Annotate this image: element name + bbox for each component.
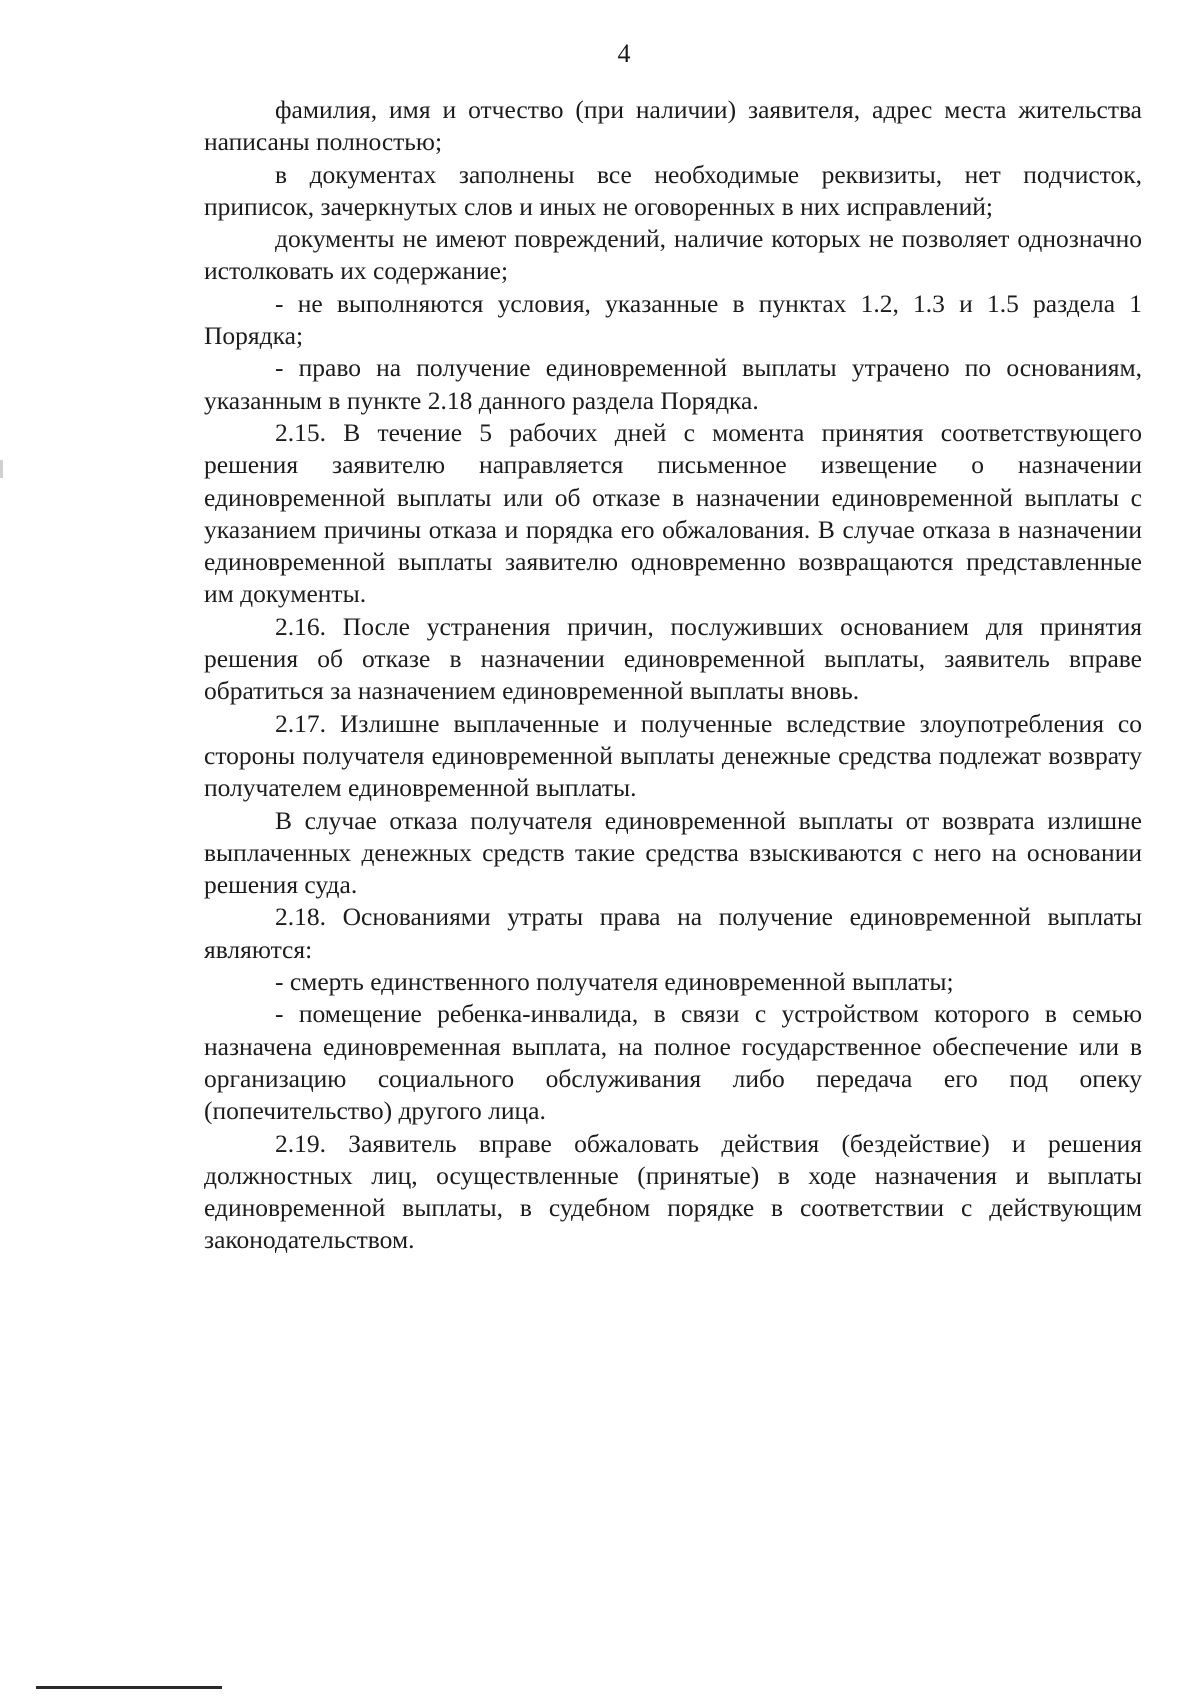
paragraph-applicant-name: фамилия, имя и отчество (при наличии) заявителя, адрес места жительства написаны полностью; xyxy=(204,95,1142,157)
clause-2-16: 2.16. После устранения причин, послуживших основанием для принятия решения об отказе в назначении единовременной выплаты, заявитель вправе обратиться за назначением единовременной выплаты вновь. xyxy=(204,611,1142,706)
clause-2-15: 2.15. В течение 5 рабочих дней с момента принятия соответствующего решения заявителю направляется письменное извещение о назначении единовременной выплаты или об отказе в назначении единовременной выплаты с указанием причины отказа и порядка его обжалования. В случае отказа в назначении единовременной выплаты заявителю одновременно возвращаются представленные им документы. xyxy=(204,417,1142,609)
document-body xyxy=(204,94,1142,1257)
paragraph-conditions-not-met: - не выполняются условия, указанные в пунктах 1.2, 1.3 и 1.5 раздела 1 Порядка; xyxy=(204,288,1142,351)
paragraph-no-damage: документы не имеют повреждений, наличие которых не позволяет однозначно истолковать их содержание; xyxy=(204,224,1142,286)
scan-edge-mark xyxy=(0,460,3,478)
bottom-rule-divider xyxy=(36,1686,222,1689)
page-number: 4 xyxy=(617,39,631,68)
list-item-placement: - помещение ребенка-инвалида, в связи с устройством которого в семью назначена единовременная выплата, на полное государственное обеспечение или в организацию социального обслуживания либо передача его под опеку (попечительство) другого лица. xyxy=(204,999,1142,1126)
clause-2-19: 2.19. Заявитель вправе обжаловать действия (бездействие) и решения должностных лиц, осуществленные (принятые) в ходе назначения и выплаты единовременной выплаты, в судебном порядке в соответствии с действующим законодательством. xyxy=(204,1128,1142,1255)
list-item-death: - смерть единственного получателя единовременной выплаты; xyxy=(275,967,954,997)
clause-2-18: 2.18. Основаниями утраты права на получение единовременной выплаты являются: xyxy=(204,902,1142,964)
paragraph-right-lost: - право на получение единовременной выплаты утрачено по основаниям, указанным в пункте 2.18 данного раздела Порядка. xyxy=(204,353,1142,415)
paragraph-requisites: в документах заполнены все необходимые реквизиты, нет подчисток, приписок, зачеркнутых слов и иных не оговоренных в них исправлений; xyxy=(204,159,1142,221)
clause-2-17: 2.17. Излишне выплаченные и полученные вследствие злоупотребления со стороны получателя единовременной выплаты денежные средства подлежат возврату получателем единовременной выплаты. xyxy=(204,708,1142,803)
paragraph-refund-refusal: В случае отказа получателя единовременной выплаты от возврата излишне выплаченных денежных средств такие средства взыскиваются с него на основании решения суда. xyxy=(204,805,1142,900)
